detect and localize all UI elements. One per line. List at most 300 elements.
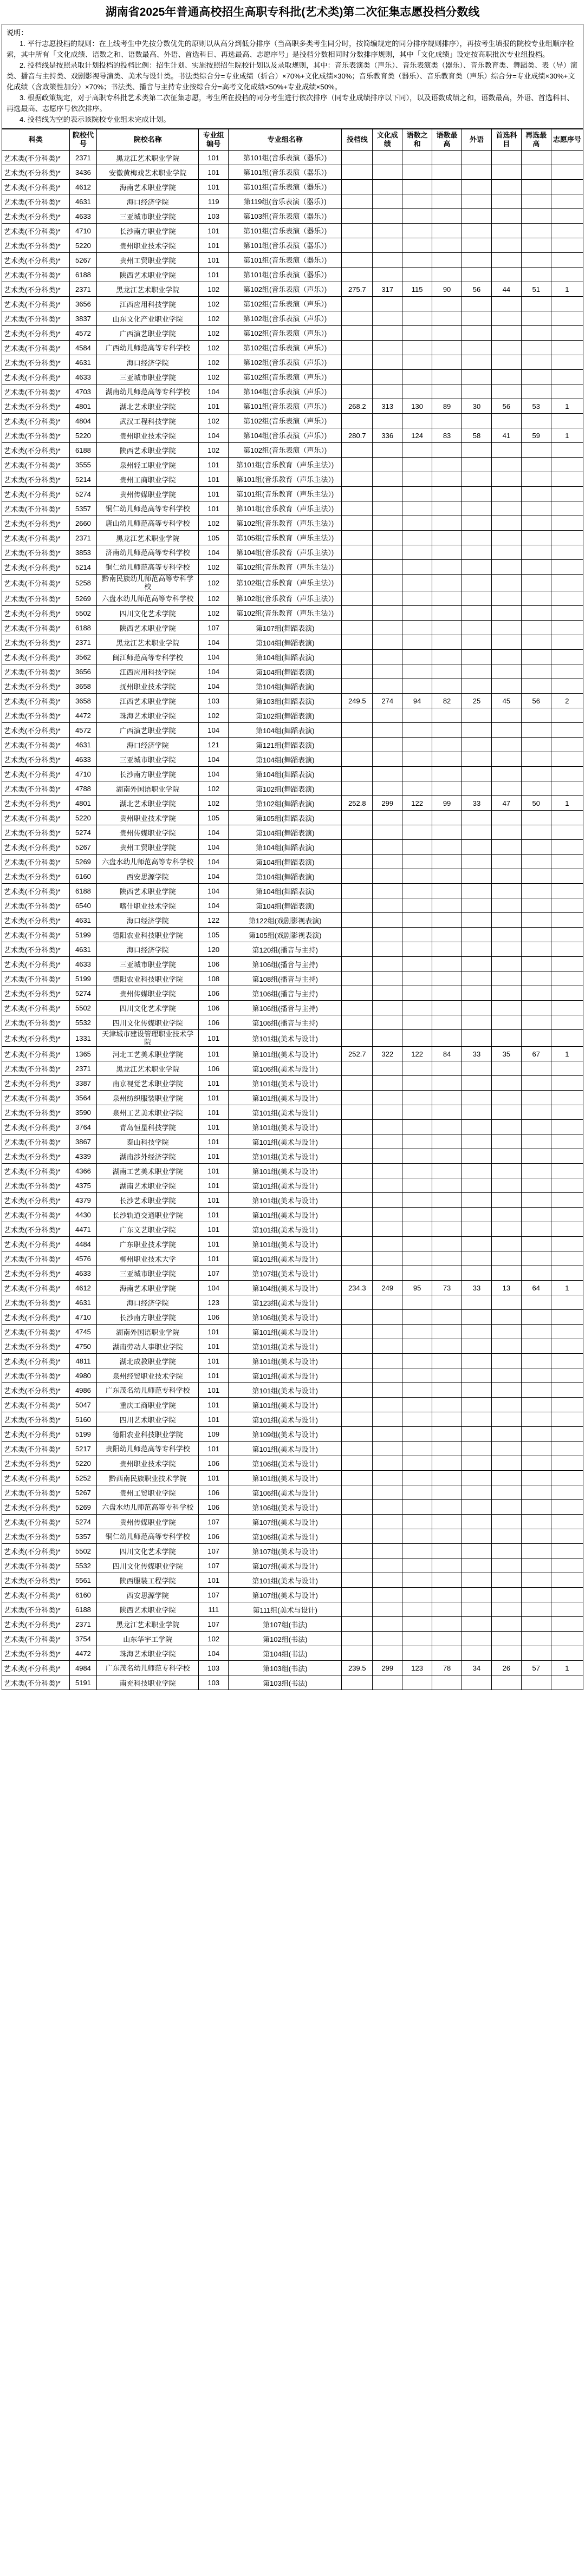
cell-foreign-lang: 33 — [462, 1047, 492, 1061]
cell-first-subject — [491, 1632, 521, 1646]
cell-chn-math-sum — [402, 781, 432, 796]
cell-school-code: 3590 — [69, 1105, 97, 1120]
cell-first-subject — [491, 811, 521, 825]
table-row — [2, 472, 583, 487]
cell-cutoff — [342, 1383, 373, 1398]
cell-school-name: 江西应用科技学院 — [97, 297, 199, 311]
cell-foreign-lang — [462, 194, 492, 209]
cell-second-max — [521, 1617, 551, 1632]
cell-second-max: 64 — [521, 1281, 551, 1295]
cell-school-name: 陕西艺术职业学院 — [97, 268, 199, 282]
cell-choice-order — [551, 180, 583, 194]
cell-school-name: 海口经济学院 — [97, 194, 199, 209]
cell-cutoff — [342, 1015, 373, 1030]
table-row — [2, 1047, 583, 1061]
cell-school-code: 5258 — [69, 575, 97, 591]
cell-category: 艺术类(不分科类)* — [2, 738, 70, 752]
cell-culture-score — [373, 869, 402, 884]
cell-cutoff — [342, 1500, 373, 1515]
cell-chn-math-max — [432, 560, 462, 575]
cell-group-name: 第101组(美术与设计) — [229, 1120, 342, 1134]
table-row — [2, 664, 583, 679]
cell-group-name: 第101组(美术与设计) — [229, 1573, 342, 1588]
cell-foreign-lang — [462, 1398, 492, 1412]
cell-first-subject — [491, 679, 521, 694]
table-row — [2, 1120, 583, 1134]
cell-chn-math-sum — [402, 825, 432, 840]
cell-group-name: 第102组(音乐表演（声乐）) — [229, 443, 342, 458]
cell-chn-math-max — [432, 1222, 462, 1237]
cell-foreign-lang — [462, 752, 492, 767]
table-row — [2, 1515, 583, 1529]
cell-first-subject — [491, 1222, 521, 1237]
cell-category: 艺术类(不分科类)* — [2, 443, 70, 458]
cell-foreign-lang — [462, 443, 492, 458]
cell-chn-math-sum — [402, 1091, 432, 1105]
cell-chn-math-max: 90 — [432, 282, 462, 297]
cell-cutoff — [342, 1368, 373, 1383]
cell-second-max — [521, 942, 551, 957]
cell-chn-math-sum — [402, 884, 432, 898]
cell-group-code: 106 — [199, 986, 229, 1001]
cell-foreign-lang — [462, 1134, 492, 1149]
note-paragraph: 2. 投档线是按照录取计划投档的投档比例：招生计划、实施按照招生院校计划以及录取规则，其中：音乐表演类（声乐）、音乐表演类（器乐）、音乐教育类、舞蹈类、表（导）演类、播音与主持类、戏剧影视导演类、美术与设计类。书法类综合分=专业成绩（折合）×70%+文化成绩×30%；音乐教育类（器乐）、音乐教育类（声乐）综合分=专业成绩×30%+文化成绩（含政策性加分）×70%；书法类、播音与主持专业按综合分=高考文化成绩×50%+专业成绩×50%。 — [6, 61, 578, 91]
cell-school-name: 德阳农业科技职业学院 — [97, 928, 199, 942]
cell-culture-score — [373, 1573, 402, 1588]
cell-chn-math-sum — [402, 723, 432, 738]
cell-choice-order — [551, 1310, 583, 1325]
cell-chn-math-max — [432, 738, 462, 752]
cell-school-code: 4379 — [69, 1193, 97, 1208]
cell-first-subject — [491, 560, 521, 575]
cell-first-subject: 47 — [491, 796, 521, 811]
cell-category: 艺术类(不分科类)* — [2, 487, 70, 501]
cell-culture-score — [373, 738, 402, 752]
cell-chn-math-max: 73 — [432, 1281, 462, 1295]
cell-second-max — [521, 1310, 551, 1325]
cell-first-subject — [491, 545, 521, 560]
cell-chn-math-sum — [402, 180, 432, 194]
cell-chn-math-sum — [402, 650, 432, 664]
cell-group-name: 第123组(美术与设计) — [229, 1295, 342, 1310]
cell-group-code: 102 — [199, 443, 229, 458]
cell-cutoff — [342, 855, 373, 869]
cell-choice-order — [551, 1193, 583, 1208]
cell-chn-math-max — [432, 384, 462, 399]
cell-category: 艺术类(不分科类)* — [2, 1632, 70, 1646]
table-row — [2, 1368, 583, 1383]
cell-second-max — [521, 575, 551, 591]
cell-category: 艺术类(不分科类)* — [2, 1412, 70, 1427]
cell-school-name: 广东职业技术学院 — [97, 1237, 199, 1251]
cell-first-subject — [491, 472, 521, 487]
cell-second-max — [521, 1632, 551, 1646]
cell-first-subject — [491, 1149, 521, 1164]
column-header: 投档线 — [342, 129, 373, 151]
cell-chn-math-max — [432, 1354, 462, 1368]
cell-first-subject: 35 — [491, 1047, 521, 1061]
cell-chn-math-sum: 123 — [402, 1661, 432, 1675]
cell-cutoff — [342, 1529, 373, 1544]
cell-second-max — [521, 1558, 551, 1573]
cell-category: 艺术类(不分科类)* — [2, 516, 70, 531]
cell-group-code: 101 — [199, 1134, 229, 1149]
cell-cutoff: 268.2 — [342, 399, 373, 414]
cell-group-name: 第102组(音乐表演（声乐）) — [229, 326, 342, 341]
table-row — [2, 1412, 583, 1427]
cell-chn-math-max — [432, 1251, 462, 1266]
cell-group-name: 第101组(美术与设计) — [229, 1222, 342, 1237]
cell-school-code: 4984 — [69, 1661, 97, 1675]
cell-group-name: 第101组(音乐表演（器乐）) — [229, 151, 342, 165]
cell-second-max — [521, 1105, 551, 1120]
cell-school-name: 山东文化产业职业学院 — [97, 311, 199, 326]
cell-foreign-lang — [462, 781, 492, 796]
cell-group-name: 第106组(美术与设计) — [229, 1456, 342, 1471]
table-row — [2, 370, 583, 384]
cell-group-code: 102 — [199, 516, 229, 531]
cell-foreign-lang — [462, 531, 492, 545]
cell-category: 艺术类(不分科类)* — [2, 1149, 70, 1164]
cell-group-name: 第101组(美术与设计) — [229, 1030, 342, 1047]
cell-first-subject — [491, 501, 521, 516]
cell-foreign-lang: 56 — [462, 282, 492, 297]
cell-school-name: 海口经济学院 — [97, 942, 199, 957]
cell-culture-score — [373, 781, 402, 796]
cell-school-name: 四川文化传媒职业学院 — [97, 1558, 199, 1573]
column-header: 语数之和 — [402, 129, 432, 151]
cell-school-code: 4572 — [69, 326, 97, 341]
cell-school-code: 6188 — [69, 621, 97, 635]
cell-cutoff — [342, 679, 373, 694]
cell-first-subject — [491, 209, 521, 224]
cell-first-subject — [491, 341, 521, 355]
cell-cutoff — [342, 708, 373, 723]
cell-school-code: 5199 — [69, 971, 97, 986]
cell-group-name: 第106组(美术与设计) — [229, 1529, 342, 1544]
cell-group-code: 105 — [199, 811, 229, 825]
cell-chn-math-sum: 95 — [402, 1281, 432, 1295]
cell-first-subject — [491, 1588, 521, 1602]
cell-school-code: 4633 — [69, 957, 97, 971]
cell-culture-score — [373, 253, 402, 268]
cell-first-subject — [491, 1164, 521, 1178]
cell-cutoff — [342, 1471, 373, 1485]
table-row — [2, 1222, 583, 1237]
cell-foreign-lang — [462, 1427, 492, 1442]
cell-chn-math-max — [432, 326, 462, 341]
cell-group-code: 101 — [199, 1325, 229, 1339]
cell-second-max: 50 — [521, 796, 551, 811]
cell-culture-score — [373, 752, 402, 767]
cell-choice-order — [551, 679, 583, 694]
cell-foreign-lang — [462, 1222, 492, 1237]
cell-school-name: 三亚城市职业学院 — [97, 209, 199, 224]
cell-school-code: 3555 — [69, 458, 97, 472]
cell-chn-math-sum — [402, 1001, 432, 1015]
cell-school-name: 珠海艺术职业学院 — [97, 1646, 199, 1661]
cell-school-code: 6188 — [69, 884, 97, 898]
cell-chn-math-max — [432, 1091, 462, 1105]
cell-choice-order — [551, 942, 583, 957]
cell-chn-math-sum — [402, 1602, 432, 1617]
cell-first-subject — [491, 165, 521, 180]
cell-choice-order — [551, 1442, 583, 1456]
cell-second-max — [521, 1222, 551, 1237]
cell-foreign-lang — [462, 723, 492, 738]
cell-chn-math-sum — [402, 151, 432, 165]
cell-group-name: 第101组(美术与设计) — [229, 1339, 342, 1354]
cell-school-name: 黑龙江艺术职业学院 — [97, 531, 199, 545]
cell-second-max — [521, 1529, 551, 1544]
cell-first-subject — [491, 635, 521, 650]
cell-cutoff — [342, 1602, 373, 1617]
cell-category: 艺术类(不分科类)* — [2, 428, 70, 443]
cell-school-name: 湖南外国语职业学院 — [97, 1325, 199, 1339]
cell-group-code: 104 — [199, 384, 229, 399]
cell-group-code: 101 — [199, 399, 229, 414]
cell-first-subject — [491, 650, 521, 664]
cell-school-code: 4430 — [69, 1208, 97, 1222]
table-row — [2, 560, 583, 575]
cell-group-code: 107 — [199, 1515, 229, 1529]
cell-cutoff — [342, 971, 373, 986]
cell-chn-math-max — [432, 606, 462, 621]
cell-chn-math-sum — [402, 1354, 432, 1368]
cell-culture-score — [373, 458, 402, 472]
cell-first-subject — [491, 1515, 521, 1529]
cell-chn-math-sum — [402, 560, 432, 575]
cell-choice-order — [551, 1544, 583, 1558]
cell-school-code: 3656 — [69, 297, 97, 311]
cell-cutoff — [342, 884, 373, 898]
cell-foreign-lang — [462, 1675, 492, 1690]
cell-choice-order — [551, 1061, 583, 1076]
cell-category: 艺术类(不分科类)* — [2, 1266, 70, 1281]
cell-first-subject: 44 — [491, 282, 521, 297]
cell-group-name: 第107组(舞蹈表演) — [229, 621, 342, 635]
table-row — [2, 268, 583, 282]
cell-chn-math-max — [432, 1368, 462, 1383]
table-row — [2, 1193, 583, 1208]
cell-culture-score — [373, 268, 402, 282]
cell-culture-score — [373, 414, 402, 428]
cell-group-name: 第101组(美术与设计) — [229, 1134, 342, 1149]
cell-school-name: 贵州职业技术学院 — [97, 428, 199, 443]
cell-cutoff — [342, 913, 373, 928]
cell-category: 艺术类(不分科类)* — [2, 1427, 70, 1442]
cell-cutoff — [342, 1237, 373, 1251]
cell-culture-score — [373, 679, 402, 694]
cell-foreign-lang — [462, 1091, 492, 1105]
cell-group-code: 107 — [199, 1544, 229, 1558]
cell-school-name: 长沙南方职业学院 — [97, 767, 199, 781]
cell-school-code: 3436 — [69, 165, 97, 180]
cell-group-name: 第105组(舞蹈表演) — [229, 811, 342, 825]
cell-chn-math-sum — [402, 194, 432, 209]
cell-category: 艺术类(不分科类)* — [2, 1368, 70, 1383]
cell-group-code: 101 — [199, 238, 229, 253]
cell-chn-math-max — [432, 1442, 462, 1456]
cell-first-subject: 26 — [491, 1661, 521, 1675]
cell-choice-order — [551, 971, 583, 986]
cell-chn-math-max — [432, 1412, 462, 1427]
cell-chn-math-sum — [402, 913, 432, 928]
cell-school-code: 5220 — [69, 811, 97, 825]
cell-choice-order — [551, 1030, 583, 1047]
cell-school-code: 2371 — [69, 1061, 97, 1076]
cell-chn-math-sum — [402, 1544, 432, 1558]
cell-chn-math-sum — [402, 1368, 432, 1383]
cell-chn-math-max — [432, 1310, 462, 1325]
cell-cutoff — [342, 1646, 373, 1661]
cell-group-name: 第104组(音乐表演（声乐）) — [229, 428, 342, 443]
cell-group-code: 108 — [199, 971, 229, 986]
cell-category: 艺术类(不分科类)* — [2, 1471, 70, 1485]
cell-chn-math-sum — [402, 811, 432, 825]
cell-group-name: 第101组(美术与设计) — [229, 1383, 342, 1398]
cell-school-code: 4801 — [69, 796, 97, 811]
cell-category: 艺术类(不分科类)* — [2, 1030, 70, 1047]
notes-heading: 说明： — [6, 29, 28, 37]
cell-culture-score — [373, 1222, 402, 1237]
cell-culture-score — [373, 575, 402, 591]
cell-school-name: 长沙轨道交通职业学院 — [97, 1208, 199, 1222]
cell-group-name: 第107组(美术与设计) — [229, 1266, 342, 1281]
cell-first-subject — [491, 1427, 521, 1442]
cell-chn-math-sum — [402, 501, 432, 516]
cell-group-code: 103 — [199, 694, 229, 708]
column-header: 外语 — [462, 129, 492, 151]
cell-cutoff — [342, 268, 373, 282]
cell-category: 艺术类(不分科类)* — [2, 1178, 70, 1193]
cell-group-name: 第102组(音乐表演（声乐）) — [229, 370, 342, 384]
cell-chn-math-max — [432, 1632, 462, 1646]
cell-category: 艺术类(不分科类)* — [2, 1588, 70, 1602]
cell-group-name: 第107组(美术与设计) — [229, 1588, 342, 1602]
cell-chn-math-max — [432, 869, 462, 884]
cell-school-name: 贵阳幼儿师范高等专科学校 — [97, 1442, 199, 1456]
cell-cutoff — [342, 1266, 373, 1281]
cell-school-name: 铜仁幼儿师范高等专科学校 — [97, 501, 199, 516]
table-row — [2, 1134, 583, 1149]
cell-chn-math-max — [432, 1076, 462, 1091]
cell-culture-score — [373, 1164, 402, 1178]
table-row — [2, 1295, 583, 1310]
cell-chn-math-max — [432, 209, 462, 224]
cell-chn-math-sum — [402, 1500, 432, 1515]
cell-foreign-lang — [462, 560, 492, 575]
cell-first-subject — [491, 268, 521, 282]
cell-foreign-lang — [462, 898, 492, 913]
cell-foreign-lang — [462, 501, 492, 516]
cell-choice-order — [551, 591, 583, 606]
cell-group-code: 102 — [199, 355, 229, 370]
cell-second-max — [521, 545, 551, 560]
cell-group-name: 第101组(美术与设计) — [229, 1442, 342, 1456]
cell-chn-math-max — [432, 458, 462, 472]
cell-choice-order — [551, 811, 583, 825]
cell-first-subject — [491, 825, 521, 840]
cell-chn-math-sum — [402, 942, 432, 957]
cell-cutoff — [342, 443, 373, 458]
column-header: 文化成绩 — [373, 129, 402, 151]
cell-second-max — [521, 414, 551, 428]
cell-school-code: 5269 — [69, 855, 97, 869]
cell-chn-math-sum — [402, 621, 432, 635]
cell-school-code: 3837 — [69, 311, 97, 326]
cell-group-code: 102 — [199, 282, 229, 297]
cell-group-code: 106 — [199, 957, 229, 971]
cell-school-code: 5214 — [69, 472, 97, 487]
cell-chn-math-sum — [402, 531, 432, 545]
cell-cutoff — [342, 545, 373, 560]
cell-chn-math-max — [432, 1646, 462, 1661]
cell-group-code: 102 — [199, 575, 229, 591]
cell-second-max — [521, 1368, 551, 1383]
cell-school-code: 5274 — [69, 487, 97, 501]
cell-group-name: 第109组(美术与设计) — [229, 1427, 342, 1442]
cell-school-code: 2660 — [69, 516, 97, 531]
cell-school-name: 贵州传媒职业学院 — [97, 986, 199, 1001]
cell-group-name: 第102组(音乐表演（声乐）) — [229, 414, 342, 428]
cell-choice-order — [551, 1617, 583, 1632]
cell-school-name: 陕西艺术职业学院 — [97, 884, 199, 898]
cell-chn-math-sum — [402, 1237, 432, 1251]
cell-group-name: 第103组(音乐表演（器乐）) — [229, 209, 342, 224]
cell-chn-math-sum — [402, 1105, 432, 1120]
cell-school-name: 闽江师范高等专科学校 — [97, 650, 199, 664]
cell-foreign-lang — [462, 650, 492, 664]
cell-cutoff — [342, 1076, 373, 1091]
cell-culture-score — [373, 238, 402, 253]
cell-culture-score: 274 — [373, 694, 402, 708]
cell-culture-score — [373, 180, 402, 194]
cell-group-name: 第104组(音乐表演（声乐）) — [229, 384, 342, 399]
cell-first-subject — [491, 384, 521, 399]
cell-school-name: 四川文化艺术学院 — [97, 606, 199, 621]
cell-group-code: 101 — [199, 268, 229, 282]
cell-choice-order — [551, 516, 583, 531]
cell-foreign-lang — [462, 1295, 492, 1310]
cell-group-code: 101 — [199, 1149, 229, 1164]
cell-chn-math-max — [432, 443, 462, 458]
cell-culture-score — [373, 560, 402, 575]
cell-first-subject — [491, 180, 521, 194]
table-row — [2, 1310, 583, 1325]
cell-chn-math-sum — [402, 752, 432, 767]
cell-chn-math-sum — [402, 370, 432, 384]
cell-second-max — [521, 752, 551, 767]
cell-chn-math-max — [432, 1573, 462, 1588]
cell-school-code: 5199 — [69, 1427, 97, 1442]
cell-school-name: 四川文化艺术学院 — [97, 1001, 199, 1015]
cell-second-max — [521, 238, 551, 253]
cell-group-code: 101 — [199, 458, 229, 472]
cell-cutoff — [342, 1325, 373, 1339]
cell-first-subject — [491, 942, 521, 957]
cell-choice-order — [551, 151, 583, 165]
cell-category: 艺术类(不分科类)* — [2, 971, 70, 986]
cell-chn-math-max — [432, 635, 462, 650]
cell-cutoff — [342, 781, 373, 796]
cell-foreign-lang — [462, 971, 492, 986]
cell-choice-order — [551, 855, 583, 869]
cell-choice-order — [551, 1354, 583, 1368]
cell-chn-math-sum — [402, 575, 432, 591]
table-row — [2, 1427, 583, 1442]
cell-culture-score — [373, 1266, 402, 1281]
